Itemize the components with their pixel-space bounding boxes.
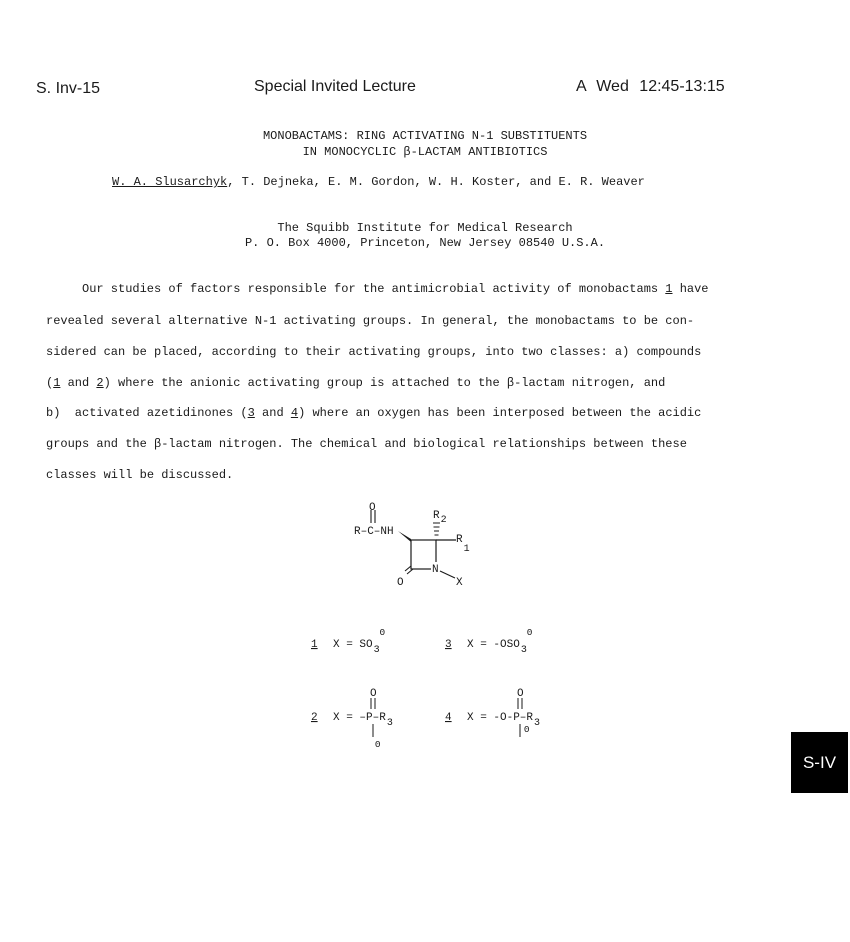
compound-4-number: 4	[445, 712, 452, 724]
lecture-type: Special Invited Lecture	[254, 78, 416, 95]
title-line-2: IN MONOCYCLIC β-LACTAM ANTIBIOTICS	[302, 145, 548, 159]
abstract-line-4	[46, 376, 665, 390]
compound-ref: 1	[665, 282, 673, 296]
compound-3-formula: $X = -OSO3^\Theta$	[467, 628, 533, 656]
r1-label: R1	[456, 534, 470, 555]
compound-4-charge: Θ	[524, 725, 530, 735]
ring-carbonyl-bond	[405, 566, 411, 571]
monobactam-structure	[340, 496, 490, 596]
abstract-text: and	[254, 406, 291, 420]
title-line-1: MONOBACTAMS: RING ACTIVATING N-1 SUBSTITUENTS	[262, 129, 588, 143]
r2-label: R2	[433, 510, 447, 526]
abstract-line-6: groups and the β-lactam nitrogen. The chemical and biological relationships between these	[46, 437, 687, 451]
authors	[112, 175, 645, 189]
compound-4-formula: X = -O-P–R3	[467, 712, 541, 729]
co-authors: , T. Dejneka, E. M. Gordon, W. H. Koster, and E. R. Weaver	[227, 175, 645, 189]
compound-ref: 4	[290, 406, 299, 420]
presenting-author: W. A. Slusarchyk	[112, 175, 228, 189]
ring-nitrogen: N	[432, 564, 439, 576]
abstract-line-7: classes will be discussed.	[46, 468, 234, 482]
institution-name: The Squibb Institute for Medical Research	[277, 221, 573, 235]
compound-ref: 2	[96, 376, 104, 390]
x-substituent: X	[456, 577, 463, 589]
compound-2-formula: X = –P–R3	[333, 712, 393, 729]
n-x-bond	[440, 571, 455, 578]
wedge-bond	[398, 531, 411, 542]
abstract-line-3: sidered can be placed, according to their activating groups, into two classes: a) compounds	[46, 345, 702, 359]
amide-group: R–C–NH	[354, 526, 394, 538]
compound-1-number: 1	[311, 639, 318, 651]
abstract-text: and	[60, 376, 97, 390]
abstract-text: b) activated azetidinones (	[46, 406, 248, 420]
session-time: A Wed 12:45-13:15	[576, 78, 725, 95]
abstract-text: (	[46, 376, 54, 390]
carbonyl-oxygen: O	[369, 502, 376, 514]
compound-2-number: 2	[311, 712, 318, 724]
abstract-text: have	[672, 282, 709, 296]
compound-ref: 1	[53, 376, 61, 390]
compound-1-formula: $X = SO3^\Theta$	[333, 628, 386, 656]
abstract-line-2: revealed several alternative N-1 activating groups. In general, the monobactams to be con-	[46, 314, 695, 328]
abstract-text: ) where an oxygen has been interposed between the acidic	[298, 406, 702, 420]
section-tab: S-IV	[791, 732, 848, 793]
compound-2-charge: Θ	[375, 740, 381, 750]
abstract-line-5	[46, 406, 701, 420]
compound-2-oxygen: O	[370, 688, 377, 700]
abstract-line-1	[82, 282, 709, 296]
abstract-text: Our studies of factors responsible for the antimicrobial activity of monobactams	[82, 282, 666, 296]
institution-address: P. O. Box 4000, Princeton, New Jersey 08540 U.S.A.	[244, 236, 606, 250]
abstract-text: ) where the anionic activating group is attached to the β-lactam nitrogen, and	[103, 376, 666, 390]
compound-3-number: 3	[445, 639, 452, 651]
compound-4-oxygen: O	[517, 688, 524, 700]
session-code: S. Inv-15	[36, 80, 101, 97]
compound-definitions	[300, 620, 570, 750]
ring-oxygen: O	[397, 577, 404, 589]
compound-ref: 3	[247, 406, 255, 420]
